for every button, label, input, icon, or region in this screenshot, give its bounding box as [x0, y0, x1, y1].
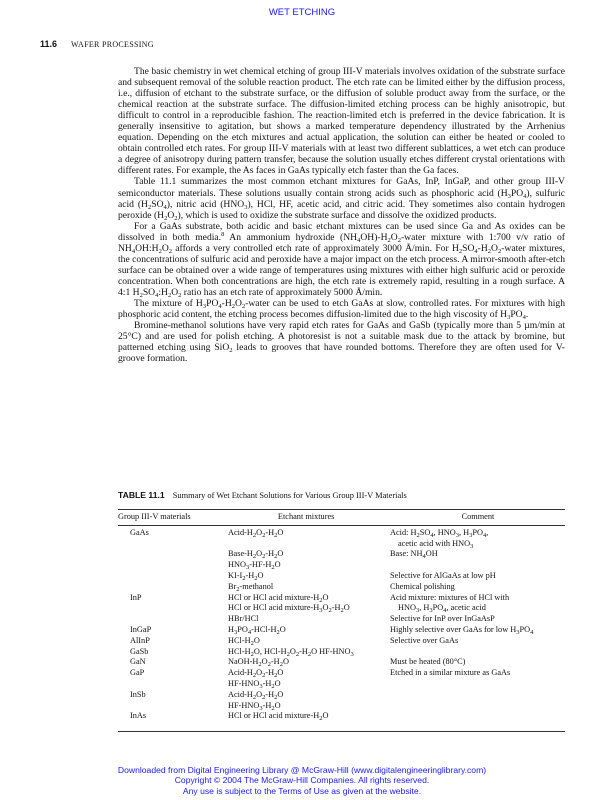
comment-cell — [390, 711, 565, 722]
material-cell: InGaP — [130, 624, 152, 634]
comment-cell: Base: $NH_4OH$ — [390, 549, 438, 561]
running-head — [40, 39, 154, 49]
material-cell: InP — [130, 592, 142, 602]
table-header-row — [118, 512, 565, 523]
material-cell: InSb — [130, 689, 146, 699]
table-row — [118, 549, 565, 560]
comment-cell: Acid: $H_2SO_4$, $HNO_3$, $H_3PO_4$, — [390, 527, 489, 539]
material-cell — [118, 560, 228, 571]
comment-cell: Selective for InP over InGaAsP — [390, 614, 495, 624]
mixture-cell: HCl or HCl acid mixture-$H_2O$ — [228, 592, 329, 604]
etchant-table — [118, 512, 565, 722]
header-mixtures: Etchant mixtures — [277, 512, 335, 521]
table-row — [118, 539, 565, 550]
mixture-cell: $KI-I_2-H_2O$ — [228, 570, 264, 582]
material-cell — [118, 603, 228, 614]
table-row — [118, 636, 565, 647]
header-materials: Group III-V materials — [118, 512, 191, 521]
table-row — [118, 690, 565, 701]
page-number: 11.6 — [40, 39, 58, 49]
chapter-banner: WET ETCHING — [268, 7, 336, 18]
comment-cell — [390, 679, 565, 690]
material-cell: InAs — [130, 711, 147, 721]
table-row — [118, 647, 565, 658]
mixture-cell: HCl-$H_2O$ — [228, 635, 260, 647]
table-row — [118, 528, 565, 539]
comment-cell: Acid mixture: mixtures of HCl with — [390, 592, 510, 602]
material-cell — [118, 549, 228, 560]
comment-cell: Selective over GaAs — [390, 635, 459, 645]
footer-copyright-line: Copyright © 2004 The McGraw-Hill Companies. All rights reserved. — [174, 775, 430, 786]
table-row — [118, 560, 565, 571]
mixture-cell: $H_3PO_4-HCl-H_2O$ — [228, 624, 286, 636]
table-row — [118, 582, 565, 593]
footer — [0, 765, 604, 796]
mixture-cell: $HNO_3-HF-H_2O$ — [228, 560, 281, 572]
table-top-rule — [118, 509, 565, 510]
table-row — [118, 657, 565, 668]
header-comment: Comment — [461, 512, 495, 521]
comment-cell — [390, 701, 565, 712]
mixture-cell — [228, 539, 390, 550]
table-body — [118, 528, 565, 722]
material-cell — [118, 571, 228, 582]
material-cell — [118, 614, 228, 625]
mixture-cell: HCl or HCl acid mixture-$H_3O_2-H_2O$ — [228, 603, 350, 615]
mixture-cell: HCl or HCl acid mixture-$H_2O$ — [228, 711, 329, 723]
footer-download-line[interactable]: Downloaded from Digital Engineering Library @ McGraw-Hill (www.digitalengineeringlibrary.com) — [117, 765, 487, 775]
material-cell: AlInP — [130, 635, 150, 645]
mixture-cell: Acid-$H_2O_2-H_2O$ — [228, 689, 284, 701]
paragraph: The mixture of $H_3PO_4-H_2O_2$-water can be used to etch GaAs at slow, controlled rates. For mixtures with high phosphoric acid content, the etching process becomes diffusion-limited due to the high viscosity of $H_3PO_4$. — [118, 297, 565, 322]
comment-cell: Etched in a similar mixture as GaAs — [390, 668, 511, 678]
comment-cell — [390, 560, 565, 571]
comment-cell: acetic acid with $HNO_3$ — [398, 538, 474, 550]
comment-cell: Highly selective over GaAs for low $H_3PO_4$ — [390, 624, 534, 636]
mixture-cell: Acid-$H_2O_2-H_2O$ — [228, 527, 284, 539]
paragraph: The basic chemistry in wet chemical etching of group III-V materials involves oxidation of the substrate surface and subsequent removal of the soluble reaction product. The etch rate can be limited either by the diffusion process, i.e., diffusion of etchant to the substrate surface, or the diffusion of soluble product away from the surface, or the chemical reaction at the substrate surface. The diffusion-limited etching process can be highly anisotropic, but difficult to control in a reproducible fashion. The reaction-limited etch is preferred in the device fabrication. It is generally insensitive to agitation, but shows a marked temperature dependency illustrated by the Arrhenius equation. Depending on the etch mixtures and actual application, the solution can either be heated or cooled to obtain controlled etch rates. For group III-V materials with at least two different sublattices, a wet etch can produce a degree of anisotropy during pattern transfer, because the solution usually etches different crystal orientations with different rates. For example, the As faces in GaAs typically etch faster than the Ga faces. — [118, 66, 565, 177]
table-row — [118, 679, 565, 690]
material-cell — [118, 582, 228, 593]
material-cell — [118, 701, 228, 712]
comment-cell: Selective for AlGaAs at low pH — [390, 570, 496, 580]
table-row — [118, 603, 565, 614]
table-row — [118, 614, 565, 625]
mixture-cell: Base-$H_2O_2-H_2O$ — [228, 549, 284, 561]
mixture-cell: $HF-HNO_3-H_2O$ — [228, 700, 281, 712]
material-cell — [118, 679, 228, 690]
mixture-cell: HBr/HCl — [228, 614, 259, 624]
mixture-cell: $HF-HNO_3-H_2O$ — [228, 678, 281, 690]
material-cell: GaP — [130, 668, 145, 678]
mixture-cell: NaOH-$H_2O_2-H_2O$ — [228, 657, 289, 669]
table-row — [118, 701, 565, 712]
section-title: WAFER PROCESSING — [71, 40, 154, 49]
table-row — [118, 711, 565, 722]
paragraph: Bromine-methanol solutions have very rapid etch rates for GaAs and GaSb (typically more than 5 µm/min at 25°C) and are used for polish etching. A photoresist is not a suitable mask due to the attack by bromine, but patterned etching using SiO$_2$ leads to grooves that have rounded bottoms. Therefore they are often used for V-groove formation. — [118, 320, 566, 365]
comment-cell: $HNO_3$, $H_3PO_4$, acetic acid — [398, 603, 486, 615]
table-row — [118, 571, 565, 582]
body-text — [118, 66, 565, 364]
mixture-cell: Acid-$H_2O_2-H_2O$ — [228, 668, 284, 680]
footer-terms-line: Any use is subject to the Terms of Use as given at the website. — [182, 785, 422, 796]
paragraph: For a GaAs substrate, both acidic and basic etchant mixtures can be used since Ga and As oxides can be dissolved in both media.$^8$ An ammonium hydroxide $(NH_4OH)-H_2O_2$-water mixture with 1:700 v/v ratio of $NH_4OH:H_2O_2$ affords a very controlled etch rate of approximately 3000 Å/min. For $H_2SO_4-H_2O_2$-water mixtures, the concentrations of sulfuric acid and peroxide have a major impact on the etch process. A mirror-smooth after-etch surface can be obtained over a wide range of temperatures using mixtures with either high sulfuric acid or peroxide concentration. When both concentrations are high, the etch rate is extremely rapid, resulting in a rough surface. A 4:1 $H_2SO_4:H_2O_2$ ratio has an etch rate of approximately 5000 Å/min. — [118, 220, 565, 299]
table-row — [118, 625, 565, 636]
table-caption-text: Summary of Wet Etchant Solutions for Various Group III-V Materials — [172, 491, 407, 500]
comment-cell — [390, 647, 565, 658]
paragraph: Table 11.1 summarizes the most common etchant mixtures for GaAs, InP, InGaP, and other group III-V semiconductor materials. These solutions usually contain strong acids such as phosphoric acid $(H_3PO_4)$, sulfuric acid $(H_2SO_4)$, nitric acid $(HNO_3)$, HCl, HF, acetic acid, and citric acid. They sometimes also contain hydrogen peroxide $(H_2O_2)$, which is used to oxidize the substrate surface and dissolve the oxidized products. — [118, 176, 565, 222]
material-cell — [118, 539, 228, 550]
table-label: TABLE 11.1 — [118, 490, 165, 500]
comment-cell: Must be heated (80°C) — [390, 657, 466, 667]
mixture-cell: HCl-$H_2O$, HCl-$H_2O_2-H_2O$ $HF-HNO_3$ — [228, 646, 354, 658]
material-cell: GaN — [130, 657, 146, 667]
comment-cell: Chemical polishing — [390, 581, 455, 591]
table-row — [118, 593, 565, 604]
material-cell: GaSb — [130, 646, 149, 656]
table-row — [118, 668, 565, 679]
material-cell: GaAs — [130, 527, 149, 537]
comment-cell — [390, 690, 565, 701]
mixture-cell: $Br_2$-methanol — [228, 581, 274, 593]
table-caption — [118, 490, 568, 500]
table-bottom-rule — [118, 731, 565, 732]
